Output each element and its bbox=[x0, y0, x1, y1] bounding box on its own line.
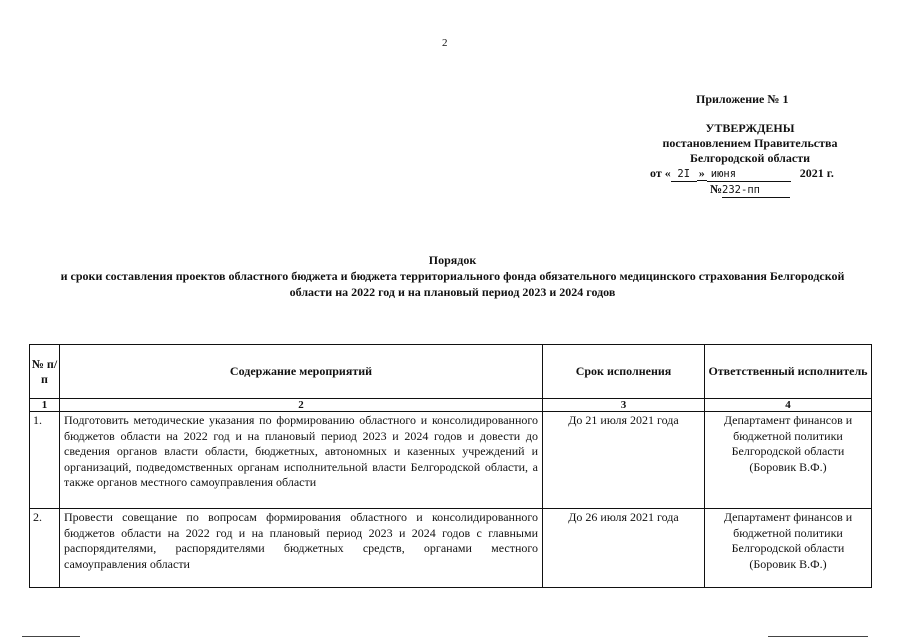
column-number-row bbox=[30, 399, 872, 412]
title-heading: Порядок bbox=[428, 253, 477, 267]
approval-block bbox=[630, 92, 870, 198]
row-number: 2. bbox=[30, 509, 60, 588]
row-deadline: До 21 июля 2021 года bbox=[543, 412, 705, 509]
column-number: 1 bbox=[30, 399, 60, 412]
date-day: 2I bbox=[671, 168, 697, 182]
number-prefix: № bbox=[709, 182, 723, 196]
row-responsible: Департамент финансов и бюджетной политики Белгородской области (Боровик В.Ф.) bbox=[705, 412, 872, 509]
schedule-table bbox=[29, 344, 872, 588]
row-content: Подготовить методические указания по формированию областного и консолидированного бюджетов области на 2022 год и на плановый период 2023 и 2024 годов и довести до сведения органов власти области, бюджетных, автономных и казенных учреждений и организаций, подведомственных органам исполнительной власти Белгородской области, а также органов местного самоуправления области bbox=[60, 412, 543, 509]
approval-date bbox=[630, 166, 870, 182]
table-header-row bbox=[30, 345, 872, 399]
row-content: Провести совещание по вопросам формирования областного и консолидированного бюджетов области на 2022 год и на плановый период 2023 и 2024 годов с главными распорядителями, распорядителями бюджетных средств, органами местного самоуправления области bbox=[60, 509, 543, 588]
row-deadline: До 26 июля 2021 года bbox=[543, 509, 705, 588]
column-number: 3 bbox=[543, 399, 705, 412]
appendix-label: Приложение № 1 bbox=[696, 92, 789, 106]
date-prefix: от « bbox=[650, 166, 671, 180]
scan-edge-right bbox=[768, 636, 868, 637]
column-number: 4 bbox=[705, 399, 872, 412]
scan-edge-left bbox=[22, 636, 80, 637]
header-responsible: Ответственный исполнитель bbox=[705, 345, 872, 399]
header-content: Содержание мероприятий bbox=[60, 345, 543, 399]
document-title bbox=[40, 252, 865, 300]
table-row bbox=[30, 509, 872, 588]
region-label: Белгородской области bbox=[689, 151, 811, 165]
approval-number bbox=[630, 182, 870, 198]
row-responsible: Департамент финансов и бюджетной политики Белгородской области (Боровик В.Ф.) bbox=[705, 509, 872, 588]
column-number: 2 bbox=[60, 399, 543, 412]
header-deadline: Срок исполнения bbox=[543, 345, 705, 399]
number-value: 232-пп bbox=[722, 184, 790, 198]
approved-label: УТВЕРЖДЕНЫ bbox=[705, 121, 795, 135]
date-month: июня bbox=[707, 168, 791, 182]
row-number: 1. bbox=[30, 412, 60, 509]
page-number: 2 bbox=[442, 37, 448, 49]
header-num: № п/п bbox=[30, 345, 60, 399]
resolution-label: постановлением Правительства bbox=[662, 136, 838, 150]
date-mid: » bbox=[698, 166, 705, 180]
table-row bbox=[30, 412, 872, 509]
date-year: 2021 г. bbox=[799, 166, 834, 180]
title-subheading: и сроки составления проектов областного бюджета и бюджета территориального фонда обязательного медицинского страхования Белгородской области на 2022 год и на плановый период 2023 и 2024 годов bbox=[60, 269, 845, 299]
